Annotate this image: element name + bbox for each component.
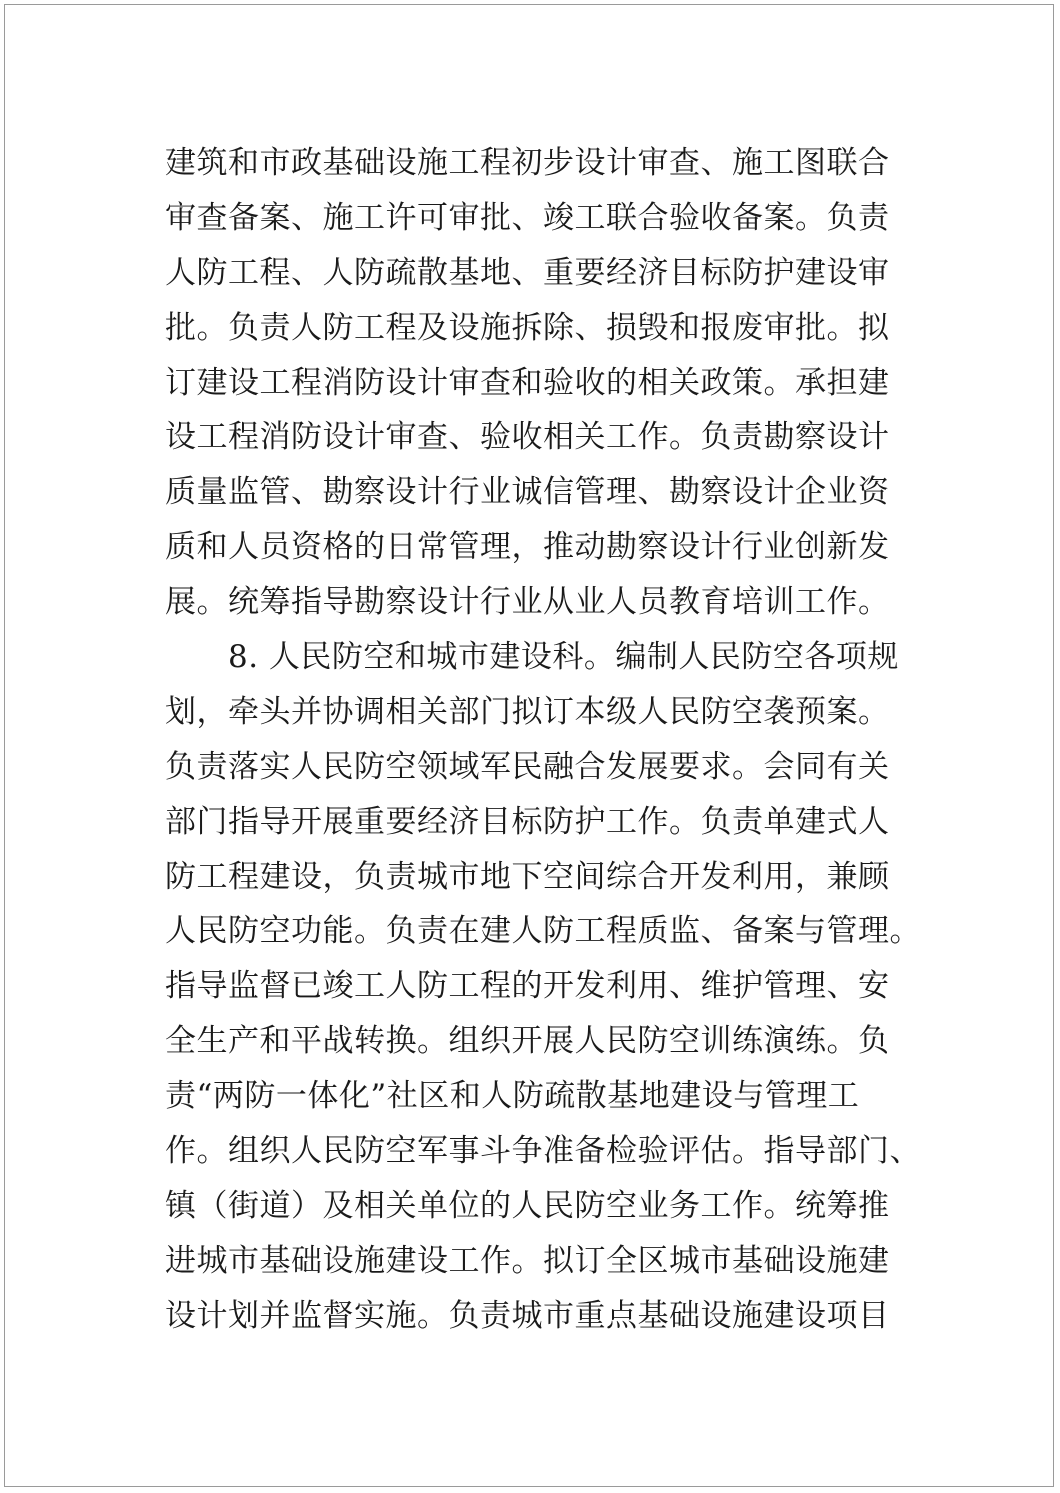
text-line: 展。统筹指导勘察设计行业从业人员教育培训工作。 [165,584,890,621]
text-line: 部门指导开展重要经济目标防护工作。负责单建式人 [165,803,890,840]
text-line: 建筑和市政基础设施工程初步设计审查、施工图联合 [165,145,890,181]
text-line: 质量监管、勘察设计行业诚信管理、勘察设计企业资 [165,474,890,511]
text-line: 设计划并监督实施。负责城市重点基础设施建设项目 [165,1297,890,1334]
text-line: 人民防空功能。负责在建人防工程质监、备案与管理。 [165,913,921,950]
text-line: 划，牵头并协调相关部门拟订本级人民防空袭预案。 [165,693,890,730]
text-line: 负责落实人民防空领域军民融合发展要求。会同有关 [165,748,890,785]
text-line: 质和人员资格的日常管理，推动勘察设计行业创新发 [165,529,890,566]
text-line: 指导监督已竣工人防工程的开发利用、维护管理、安 [165,968,890,1005]
text-line: 审查备案、施工许可审批、竣工联合验收备案。负责 [165,199,890,236]
text-line: 人防工程、人防疏散基地、重要经济目标防护建设审 [165,254,890,291]
text-line: 责“两防一体化”社区和人防疏散基地建设与管理工 [165,1078,860,1115]
text-line: 批。负责人防工程及设施拆除、损毁和报废审批。拟 [165,309,890,346]
text-line: 进城市基础设施建设工作。拟订全区城市基础设施建 [165,1242,890,1279]
text-line: 全生产和平战转换。组织开展人民防空训练演练。负 [165,1023,890,1060]
text-line: 防工程建设，负责城市地下空间综合开发利用，兼顾 [165,858,890,895]
text-line: 镇（街道）及相关单位的人民防空业务工作。统筹推 [165,1187,890,1224]
document-body [165,136,925,1344]
section-heading-line: 8. 人民防空和城市建设科。编制人民防空各项规 [165,639,899,676]
text-line: 订建设工程消防设计审查和验收的相关政策。承担建 [165,364,890,401]
text-line: 作。组织人民防空军事斗争准备检验评估。指导部门、 [165,1133,921,1170]
text-line: 设工程消防设计审查、验收相关工作。负责勘察设计 [165,419,890,456]
